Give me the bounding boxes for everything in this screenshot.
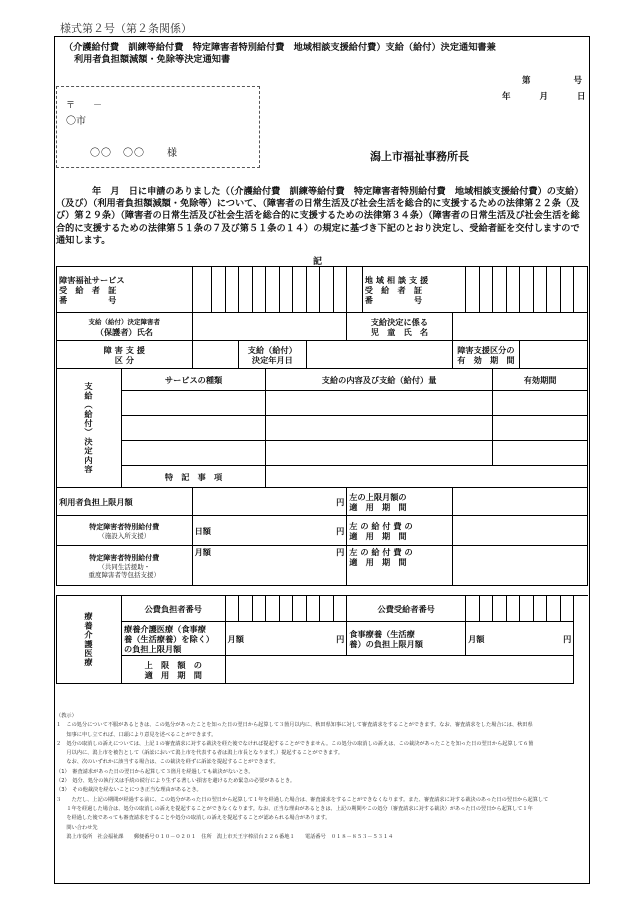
notes-line: 潟上市役所 社会福祉課 郵便番号０１０－０２０１ 住所 潟上市天王字棒沼台２２６番地１ 電話番号 ０１８－８５３－５３１４ xyxy=(56,833,394,840)
notes-line: １ この処分について不服があるときは、この処分があったことを知った日の翌日から起算して３箇月以内に、秋田県知事に対して審査請求をすることができます。なお、審査請求をした場合には、秋田県 xyxy=(56,722,533,729)
document-date: 年 月 日 xyxy=(502,92,586,102)
tokutei-daily: 日額 円 xyxy=(192,516,347,546)
decision-content-label: 支給（給付）決定内容 xyxy=(57,369,122,488)
ryoyo-label: 療養介護医療 xyxy=(57,596,122,684)
recipient-name: 〇〇 〇〇 様 xyxy=(90,148,178,159)
notes-line: 月以内に、潟上市を被告として（訴訟において潟上市を代表する者は潟上市長となります。）提起することができます。 xyxy=(56,750,344,757)
notes-line: （1） 審査請求があった日の翌日から起算して３箇月を経過しても裁決がないとき。 xyxy=(56,768,254,775)
child-name-label: 支給決定に係る 児 童 氏 名 xyxy=(347,313,452,341)
issuer-name: 潟上市福祉事務所長 xyxy=(370,150,469,163)
decision-date-label: 支給（給付） 決定年月日 xyxy=(239,341,307,369)
service-cert-label: 障害福祉サービス 受 給 者 証 番 号 xyxy=(57,267,193,313)
recipient-name-value xyxy=(192,313,347,341)
ryoyo-monthly: 月額 円 xyxy=(225,622,347,656)
limit-period-label: 左の上限月額の 適 用 期 間 xyxy=(347,488,452,516)
notes-line: を経過した後であっても審査請求をすることや処分の取消しの訴えを提起することが認められる場合があります。 xyxy=(56,815,331,822)
notes-line: なお、次のいずれかに該当する場合は、この裁決を経ずに訴訟を提起することができます。 xyxy=(56,759,279,766)
benefit-period-label-2: 左 の 給 付 費 の 適 用 期 間 xyxy=(347,546,452,586)
limit-label: 利用者負担上限月額 xyxy=(57,488,193,516)
form-label: 様式第２号（第２条関係） xyxy=(60,22,192,35)
benefit-period-label-1: 左 の 給 付 費 の 適 用 期 間 xyxy=(347,516,452,546)
child-name-value xyxy=(452,313,587,341)
ki-heading: 記 xyxy=(313,257,323,267)
notes-line: （教示） xyxy=(56,713,77,719)
special-notes-label: 特 記 事 項 xyxy=(122,466,266,488)
period-header: 有効期間 xyxy=(493,369,588,391)
meal-monthly: 月額 円 xyxy=(466,622,574,656)
notes-line: （2） 処分、処分の執行又は手続の続行により生ずる著しい損害を避けるため緊急の必要があるとき。 xyxy=(56,778,296,785)
category-period-label: 障害支援区分の 有 効 期 間 xyxy=(452,341,520,369)
notes-line: ２ 処分の取消しの訴えについては、上記１の審査請求に対する裁決を経た後でなければ提起することができません。この処分の取消しの訴えは、この裁決があったことを知った日の翌日から起算して６箇 xyxy=(56,740,534,747)
tokutei-group-label: 特定障害者特別給付費 （共同生活援助・ 重度障害者等包括支援） xyxy=(57,546,193,586)
postal-code: 〒 － xyxy=(66,101,103,111)
service-type-header: サービスの種類 xyxy=(122,369,266,391)
limit-yen: 円 xyxy=(192,488,347,516)
recipient-name-label: 支給（給付）決定障害者 （保護者）氏名 xyxy=(57,313,193,341)
ryoyo-limit-label: 療養介護医療（食事療 養（生活療養）を除く） の負担上限月額 xyxy=(122,622,226,656)
support-category-label: 障 害 支 援 区 分 xyxy=(57,341,193,369)
notes-line: 問い合わせ先 xyxy=(56,824,98,831)
title-line-1: （介護給付費 訓練等給付費 特定障害者特別給付費 地域相談支援給付費）支給（給付）決定通知書兼 xyxy=(64,42,496,53)
title-line-2: 利用者負担額減額・免除等決定通知書 xyxy=(74,54,231,65)
meal-limit-label: 食事療養（生活療 養）の負担上限月額 xyxy=(347,622,466,656)
tokutei-monthly: 月額 円 xyxy=(192,546,347,586)
notes-line: （3） その他裁決を経ないことにつき正当な理由があるとき。 xyxy=(56,787,202,794)
address-city: 〇市 xyxy=(66,116,86,127)
notes-line: 知事に申し立てれば、口頭により意見を述べることができます。 xyxy=(56,731,217,738)
consult-cert-label: 地 域 相 談 支 援 受 給 者 証 番 号 xyxy=(362,267,465,313)
tokutei-facility-label: 特定障害者特別給付費 （施設入所支援） xyxy=(57,516,193,546)
content-header: 支給の内容及び支給（給付）量 xyxy=(266,369,493,391)
document-title xyxy=(64,42,496,66)
notes-line: １年を経過した場合は、処分の取消しの訴えを提起することができなくなります。なお、正当な理由があるときは、上記の期間やこの処分（審査請求に対する裁決）があった日の翌日から起算して１年 xyxy=(56,805,533,812)
public-recipient-label: 公費受給者番号 xyxy=(347,596,466,622)
notes-line: ３ ただし、上記の期間が経過する前に、この処分があった日の翌日から起算して１年を経過した場合は、審査請求をすることができなくなります。また、審査請求に対する裁決のあった日の翌日から起算して xyxy=(56,796,549,803)
notes-section xyxy=(56,712,590,842)
document-number: 第 号 xyxy=(522,76,582,86)
notice-body: 年 月 日に申請のありました（（介護給付費 訓練等給付費 特定障害者特別給付費 地域相談支援給付費）の支給）（及び）（利用者負担額減額・免除等）について、（障害者の日常生活及び社会生活を総合的に支援するための法律第２２条（及び）第２９条）（障害者の日常生活及び社会生活を総合的に支援するための法律第３４条）（障害者の日常生活及び社会生活を総合的に支援するための法律第５１条の７及び第５１条の１４）の規定に基づき下記のとおり決定し、受給者証を交付しますので通知します。 xyxy=(56,186,584,246)
public-payer-label: 公費負担者番号 xyxy=(122,596,226,622)
limit-apply-label: 上 限 額 の 適 用 期 間 xyxy=(122,656,226,684)
